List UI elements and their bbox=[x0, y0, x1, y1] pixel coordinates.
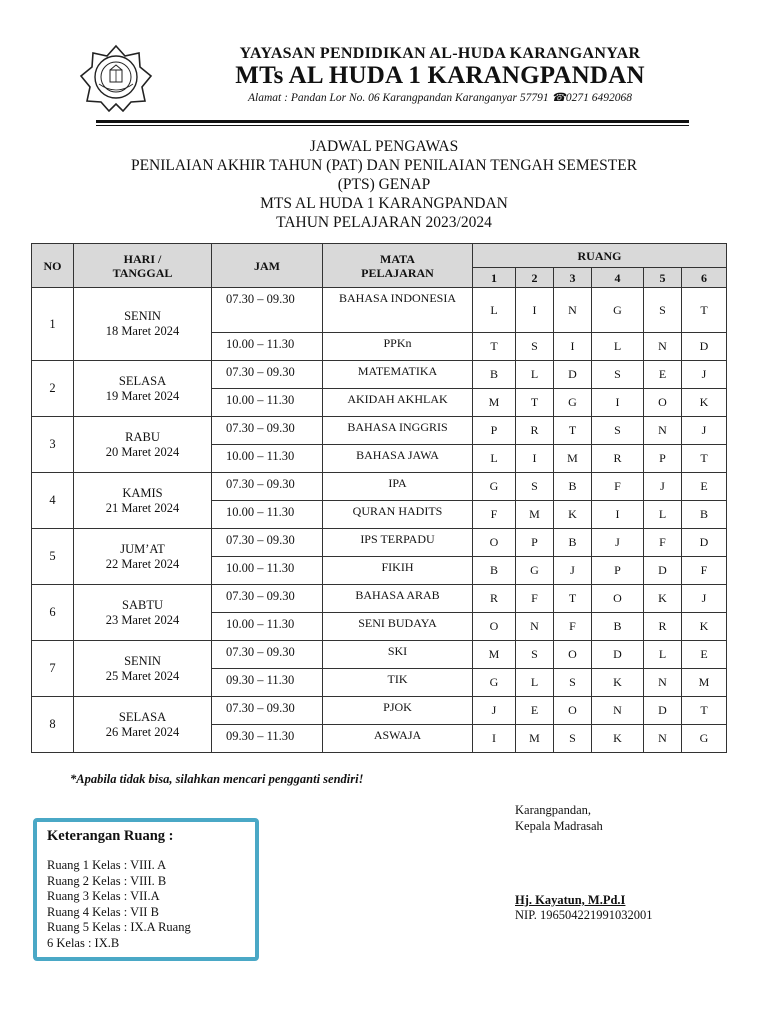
day-date-cell bbox=[74, 288, 212, 361]
room-supervisor-code: G bbox=[592, 288, 644, 333]
exam-date: 19 Maret 2024 bbox=[105, 388, 180, 403]
title-line: JADWAL PENGAWAS bbox=[309, 138, 459, 155]
room-supervisor-code: E bbox=[682, 641, 727, 669]
room-supervisor-code: R bbox=[516, 417, 554, 445]
row-number: 1 bbox=[32, 288, 74, 361]
room-supervisor-code: N bbox=[644, 333, 682, 361]
room-supervisor-code: M bbox=[516, 725, 554, 753]
exam-date: 21 Maret 2024 bbox=[105, 500, 180, 515]
room-supervisor-code: G bbox=[554, 389, 592, 417]
session-time: 09.30 – 11.30 bbox=[212, 725, 323, 753]
room-supervisor-code: N bbox=[644, 725, 682, 753]
header-room-2: 2 bbox=[516, 268, 554, 288]
room-supervisor-code: M bbox=[473, 389, 516, 417]
title-line: MTS AL HUDA 1 KARANGPANDAN bbox=[260, 195, 508, 212]
exam-date: 22 Maret 2024 bbox=[105, 556, 180, 571]
header-no: NO bbox=[32, 244, 74, 288]
room-supervisor-code: D bbox=[682, 333, 727, 361]
session-time: 09.30 – 11.30 bbox=[212, 669, 323, 697]
room-supervisor-code: L bbox=[644, 641, 682, 669]
room-supervisor-code: I bbox=[473, 725, 516, 753]
session-time: 07.30 – 09.30 bbox=[212, 697, 323, 725]
subject: BAHASA INGGRIS bbox=[323, 417, 473, 445]
subject: IPA bbox=[323, 473, 473, 501]
row-number: 4 bbox=[32, 473, 74, 529]
room-supervisor-code: N bbox=[516, 613, 554, 641]
signature-nip: NIP. 196504221991032001 bbox=[515, 908, 653, 922]
room-supervisor-code: P bbox=[516, 529, 554, 557]
document-title bbox=[60, 137, 708, 232]
header-mata-pelajaran bbox=[323, 244, 473, 288]
room-supervisor-code: D bbox=[592, 641, 644, 669]
title-line: PENILAIAN AKHIR TAHUN (PAT) DAN PENILAIAN TENGAH SEMESTER bbox=[130, 157, 638, 174]
room-supervisor-code: S bbox=[592, 417, 644, 445]
room-supervisor-code: G bbox=[473, 473, 516, 501]
room-supervisor-code: T bbox=[682, 445, 727, 473]
room-supervisor-code: G bbox=[473, 669, 516, 697]
row-number: 5 bbox=[32, 529, 74, 585]
schedule-table bbox=[31, 243, 727, 753]
session-time: 07.30 – 09.30 bbox=[212, 585, 323, 613]
school-address: Alamat : Pandan Lor No. 06 Karangpandan Karanganyar 57791 ☎0271 6492068 bbox=[248, 92, 632, 104]
day-date-cell bbox=[74, 697, 212, 753]
room-supervisor-code: D bbox=[644, 697, 682, 725]
room-supervisor-code: S bbox=[554, 669, 592, 697]
room-legend-line: 6 Kelas : IX.B bbox=[47, 935, 120, 950]
table-row bbox=[32, 473, 727, 501]
room-supervisor-code: J bbox=[682, 361, 727, 389]
room-supervisor-code: I bbox=[554, 333, 592, 361]
session-time: 07.30 – 09.30 bbox=[212, 417, 323, 445]
signature-place: Karangpandan, bbox=[515, 803, 592, 817]
room-supervisor-code: M bbox=[516, 501, 554, 529]
room-supervisor-code: I bbox=[592, 389, 644, 417]
subject: MATEMATIKA bbox=[323, 361, 473, 389]
room-supervisor-code: O bbox=[592, 585, 644, 613]
letterhead-divider-thin bbox=[96, 125, 689, 126]
day-name: SABTU bbox=[122, 597, 163, 612]
room-supervisor-code: G bbox=[682, 725, 727, 753]
exam-date: 25 Maret 2024 bbox=[105, 668, 180, 683]
table-row bbox=[32, 585, 727, 613]
exam-date: 23 Maret 2024 bbox=[105, 612, 180, 627]
table-row bbox=[32, 641, 727, 669]
room-supervisor-code: F bbox=[682, 557, 727, 585]
subject: SKI bbox=[323, 641, 473, 669]
room-supervisor-code: T bbox=[682, 288, 727, 333]
title-line: (PTS) GENAP bbox=[337, 176, 431, 193]
day-date-cell bbox=[74, 529, 212, 585]
header-hari: HARI / bbox=[123, 251, 162, 266]
room-supervisor-code: D bbox=[554, 361, 592, 389]
row-number: 3 bbox=[32, 417, 74, 473]
room-supervisor-code: B bbox=[554, 473, 592, 501]
room-supervisor-code: L bbox=[516, 669, 554, 697]
header-hari-tanggal bbox=[74, 244, 212, 288]
day-date-cell bbox=[74, 473, 212, 529]
room-supervisor-code: E bbox=[516, 697, 554, 725]
room-supervisor-code: J bbox=[644, 473, 682, 501]
room-supervisor-code: S bbox=[516, 473, 554, 501]
header-room-4: 4 bbox=[592, 268, 644, 288]
room-supervisor-code: I bbox=[592, 501, 644, 529]
room-supervisor-code: R bbox=[592, 445, 644, 473]
session-time: 07.30 – 09.30 bbox=[212, 361, 323, 389]
room-supervisor-code: J bbox=[473, 697, 516, 725]
room-supervisor-code: B bbox=[592, 613, 644, 641]
room-supervisor-code: K bbox=[592, 669, 644, 697]
room-legend-line: Ruang 3 Kelas : VII.A bbox=[47, 889, 160, 903]
letterhead-divider bbox=[96, 120, 689, 123]
exam-date: 18 Maret 2024 bbox=[105, 324, 180, 338]
subject: FIKIH bbox=[323, 557, 473, 585]
room-legend-title: Keterangan Ruang : bbox=[47, 828, 174, 844]
header-room-3: 3 bbox=[554, 268, 592, 288]
header-mata: MATA bbox=[380, 251, 415, 266]
room-supervisor-code: S bbox=[644, 288, 682, 333]
room-supervisor-code: K bbox=[592, 725, 644, 753]
room-supervisor-code: D bbox=[682, 529, 727, 557]
room-supervisor-code: T bbox=[473, 333, 516, 361]
room-supervisor-code: O bbox=[473, 529, 516, 557]
room-legend-lines bbox=[47, 858, 191, 951]
signature-name: Hj. Kayatun, M.Pd.I bbox=[515, 893, 626, 907]
session-time: 07.30 – 09.30 bbox=[212, 473, 323, 501]
room-supervisor-code: G bbox=[516, 557, 554, 585]
room-supervisor-code: F bbox=[644, 529, 682, 557]
subject: TIK bbox=[323, 669, 473, 697]
table-row bbox=[32, 529, 727, 557]
header-pelajaran: PELAJARAN bbox=[361, 265, 434, 280]
room-supervisor-code: M bbox=[682, 669, 727, 697]
room-legend-box bbox=[33, 818, 259, 961]
subject: PJOK bbox=[323, 697, 473, 725]
session-time: 10.00 – 11.30 bbox=[212, 557, 323, 585]
signature-role: Kepala Madrasah bbox=[515, 819, 603, 833]
room-supervisor-code: R bbox=[644, 613, 682, 641]
room-supervisor-code: P bbox=[592, 557, 644, 585]
subject: BAHASA INDONESIA bbox=[323, 288, 473, 333]
subject: BAHASA ARAB bbox=[323, 585, 473, 613]
room-supervisor-code: F bbox=[473, 501, 516, 529]
subject: AKIDAH AKHLAK bbox=[323, 389, 473, 417]
room-supervisor-code: L bbox=[644, 501, 682, 529]
room-supervisor-code: J bbox=[682, 585, 727, 613]
room-supervisor-code: O bbox=[554, 641, 592, 669]
title-line: TAHUN PELAJARAN 2023/2024 bbox=[276, 214, 492, 231]
subject: ASWAJA bbox=[323, 725, 473, 753]
day-date-cell bbox=[74, 417, 212, 473]
room-supervisor-code: B bbox=[682, 501, 727, 529]
room-supervisor-code: K bbox=[682, 389, 727, 417]
room-supervisor-code: M bbox=[554, 445, 592, 473]
room-supervisor-code: L bbox=[516, 361, 554, 389]
row-number: 2 bbox=[32, 361, 74, 417]
room-supervisor-code: N bbox=[644, 669, 682, 697]
room-supervisor-code: R bbox=[473, 585, 516, 613]
room-supervisor-code: T bbox=[554, 417, 592, 445]
subject: IPS TERPADU bbox=[323, 529, 473, 557]
room-supervisor-code: O bbox=[644, 389, 682, 417]
exam-date: 26 Maret 2024 bbox=[105, 724, 180, 739]
session-time: 07.30 – 09.30 bbox=[212, 641, 323, 669]
subject: PPKn bbox=[323, 333, 473, 361]
session-time: 10.00 – 11.30 bbox=[212, 333, 323, 361]
day-date-cell bbox=[74, 641, 212, 697]
subject: SENI BUDAYA bbox=[323, 613, 473, 641]
room-supervisor-code: J bbox=[592, 529, 644, 557]
table-row bbox=[32, 697, 727, 725]
room-supervisor-code: J bbox=[682, 417, 727, 445]
room-legend-line: Ruang 4 Kelas : VII B bbox=[47, 904, 159, 919]
room-supervisor-code: O bbox=[554, 697, 592, 725]
room-supervisor-code: P bbox=[644, 445, 682, 473]
room-supervisor-code: T bbox=[516, 389, 554, 417]
room-supervisor-code: B bbox=[473, 557, 516, 585]
row-number: 8 bbox=[32, 697, 74, 753]
room-supervisor-code: K bbox=[554, 501, 592, 529]
room-supervisor-code: M bbox=[473, 641, 516, 669]
room-supervisor-code: B bbox=[473, 361, 516, 389]
room-supervisor-code: F bbox=[592, 473, 644, 501]
footnote: *Apabila tidak bisa, silahkan mencari pengganti sendiri! bbox=[70, 772, 364, 786]
room-supervisor-code: L bbox=[473, 445, 516, 473]
exam-date: 20 Maret 2024 bbox=[105, 444, 180, 459]
room-supervisor-code: F bbox=[554, 613, 592, 641]
room-legend-line: Ruang 5 Kelas : IX.A Ruang bbox=[47, 920, 191, 934]
room-supervisor-code: B bbox=[554, 529, 592, 557]
day-date-cell bbox=[74, 585, 212, 641]
subject: QURAN HADITS bbox=[323, 501, 473, 529]
room-supervisor-code: K bbox=[644, 585, 682, 613]
room-supervisor-code: S bbox=[516, 333, 554, 361]
day-name: SELASA bbox=[118, 373, 167, 388]
room-supervisor-code: N bbox=[644, 417, 682, 445]
row-number: 6 bbox=[32, 585, 74, 641]
room-legend-line: Ruang 2 Kelas : VIII. B bbox=[47, 873, 167, 888]
day-name: SENIN bbox=[124, 653, 161, 668]
table-row bbox=[32, 288, 727, 333]
room-supervisor-code: I bbox=[516, 288, 554, 333]
day-name: SENIN bbox=[124, 309, 161, 323]
day-name: SELASA bbox=[118, 709, 167, 724]
day-name: RABU bbox=[125, 429, 160, 444]
room-supervisor-code: F bbox=[516, 585, 554, 613]
signature-block bbox=[515, 802, 603, 834]
room-supervisor-code: L bbox=[592, 333, 644, 361]
header-room-5: 5 bbox=[644, 268, 682, 288]
schedule-body bbox=[32, 288, 727, 753]
session-time: 10.00 – 11.30 bbox=[212, 501, 323, 529]
room-supervisor-code: I bbox=[516, 445, 554, 473]
day-date-cell bbox=[74, 361, 212, 417]
day-name: JUM’AT bbox=[120, 541, 165, 556]
header-jam: JAM bbox=[212, 244, 323, 288]
header-room-6: 6 bbox=[682, 268, 727, 288]
room-supervisor-code: T bbox=[682, 697, 727, 725]
school-name: MTs AL HUDA 1 KARANGPANDAN bbox=[235, 62, 645, 89]
day-name: KAMIS bbox=[122, 485, 163, 500]
session-time: 10.00 – 11.30 bbox=[212, 389, 323, 417]
room-supervisor-code: S bbox=[554, 725, 592, 753]
session-time: 07.30 – 09.30 bbox=[212, 288, 323, 333]
room-supervisor-code: S bbox=[516, 641, 554, 669]
session-time: 10.00 – 11.30 bbox=[212, 445, 323, 473]
room-supervisor-code: O bbox=[473, 613, 516, 641]
school-seal-logo bbox=[79, 44, 153, 112]
room-legend-line: Ruang 1 Kelas : VIII. A bbox=[47, 858, 167, 872]
room-supervisor-code: L bbox=[473, 288, 516, 333]
room-supervisor-code: E bbox=[682, 473, 727, 501]
header-tanggal: TANGGAL bbox=[112, 265, 173, 280]
table-row bbox=[32, 417, 727, 445]
subject: BAHASA JAWA bbox=[323, 445, 473, 473]
table-row bbox=[32, 361, 727, 389]
row-number: 7 bbox=[32, 641, 74, 697]
room-supervisor-code: N bbox=[592, 697, 644, 725]
room-supervisor-code: E bbox=[644, 361, 682, 389]
room-supervisor-code: J bbox=[554, 557, 592, 585]
room-supervisor-code: T bbox=[554, 585, 592, 613]
room-supervisor-code: P bbox=[473, 417, 516, 445]
session-time: 07.30 – 09.30 bbox=[212, 529, 323, 557]
room-supervisor-code: D bbox=[644, 557, 682, 585]
room-supervisor-code: S bbox=[592, 361, 644, 389]
header-room-1: 1 bbox=[473, 268, 516, 288]
header-ruang: RUANG bbox=[473, 244, 727, 268]
room-supervisor-code: K bbox=[682, 613, 727, 641]
foundation-name: YAYASAN PENDIDIKAN AL-HUDA KARANGANYAR bbox=[239, 45, 641, 62]
room-supervisor-code: N bbox=[554, 288, 592, 333]
session-time: 10.00 – 11.30 bbox=[212, 613, 323, 641]
